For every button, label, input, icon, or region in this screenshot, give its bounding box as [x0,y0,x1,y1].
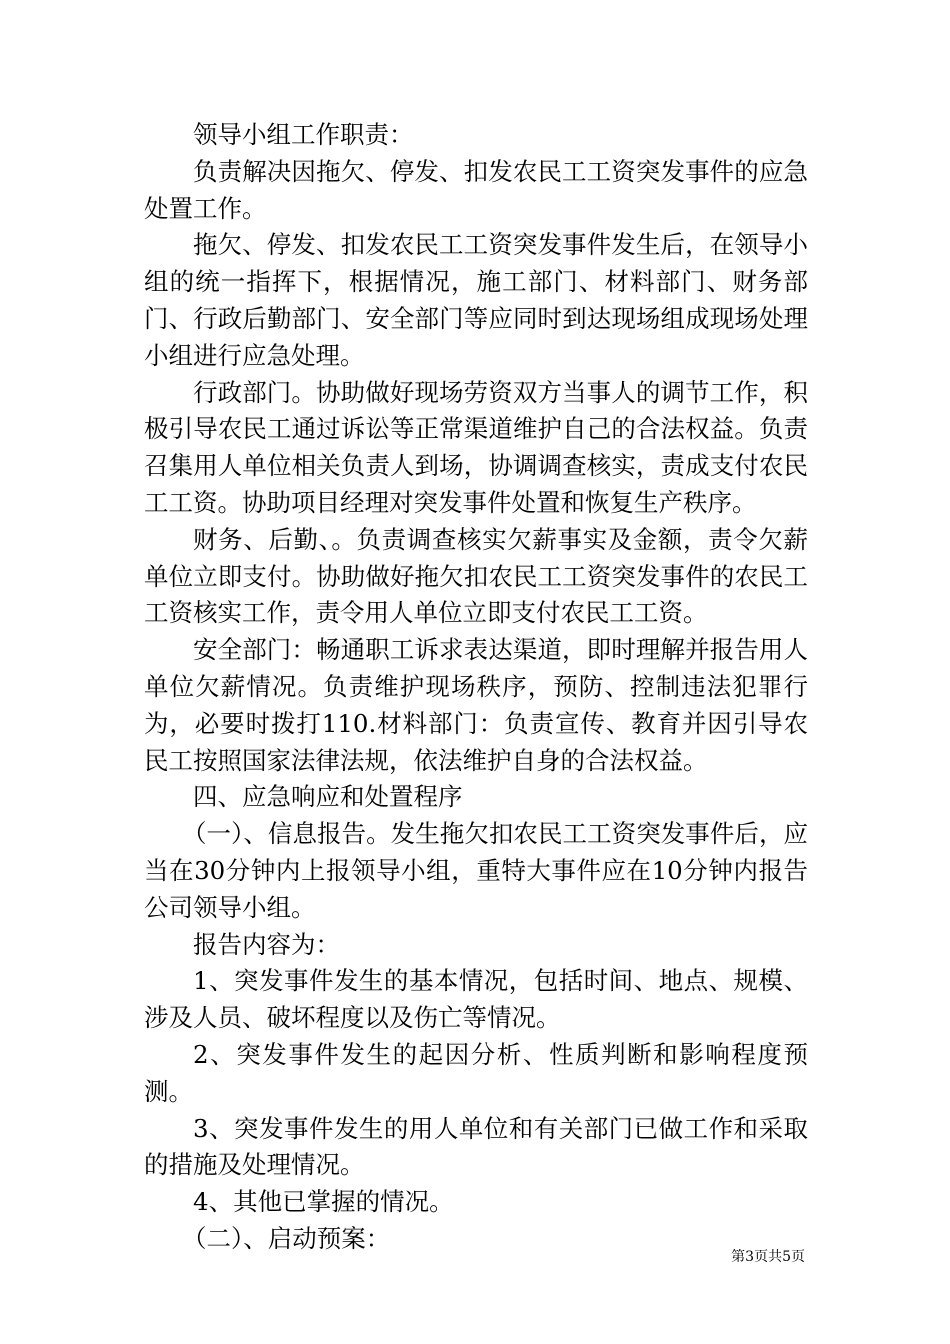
paragraph-report-contents-heading: 报告内容为： [193,929,340,959]
paragraph-finance-logistics: 财务、后勤、。负责调查核实欠薪事实及金额，责令欠薪单位立即支付。协助做好拖欠扣农民工工资突发事件的农民工工资核实工作，责令用人单位立即支付农民工工资。 [144,524,808,628]
document-body [144,117,808,1258]
paragraph-safety-dept: 安全部门：畅通职工诉求表达渠道，即时理解并报告用人单位欠薪情况。负责维护现场秩序，预防、控制违法犯罪行为，必要时拨打110.材料部门：负责宣传、教育并因引导农民工按照国家法律法规，依法维护自身的合法权益。 [144,635,808,775]
paragraph-activate-plan: （二）、启动预案： [181,1223,391,1253]
page-number-footer: 第3页共5页 [731,1249,805,1265]
paragraph-onsite-team: 拖欠、停发、扣发农民工工资突发事件发生后，在领导小组的统一指挥下，根据情况，施工部门、材料部门、财务部门、行政后勤部门、安全部门等应同时到达现场组成现场处理小组进行应急处理。 [144,230,808,370]
paragraph-leader-group-duties: 负责解决因拖欠、停发、扣发农民工工资突发事件的应急处置工作。 [144,156,808,223]
paragraph-administration-dept: 行政部门。协助做好现场劳资双方当事人的调节工作，积极引导农民工通过诉讼等正常渠道维护自己的合法权益。负责召集用人单位相关负责人到场，协调调查核实，责成支付农民工工资。协助项目经理对突发事件处置和恢复生产秩序。 [144,377,808,517]
list-item-4: 4、其他已掌握的情况。 [193,1187,454,1217]
section-heading-emergency-response: 四、应急响应和处置程序 [193,782,463,812]
list-item-2: 2、突发事件发生的起因分析、性质判断和影响程度预测。 [144,1039,808,1106]
paragraph-leader-group-duties-heading: 领导小组工作职责： [193,120,414,149]
paragraph-information-report: （一）、信息报告。发生拖欠扣农民工工资突发事件后，应当在30分钟内上报领导小组，重特大事件应在10分钟内报告公司领导小组。 [144,819,808,922]
list-item-3: 3、突发事件发生的用人单位和有关部门已做工作和采取的措施及处理情况。 [144,1113,808,1180]
list-item-1: 1、突发事件发生的基本情况，包括时间、地点、规模、涉及人员、破坏程度以及伤亡等情况。 [144,966,808,1033]
